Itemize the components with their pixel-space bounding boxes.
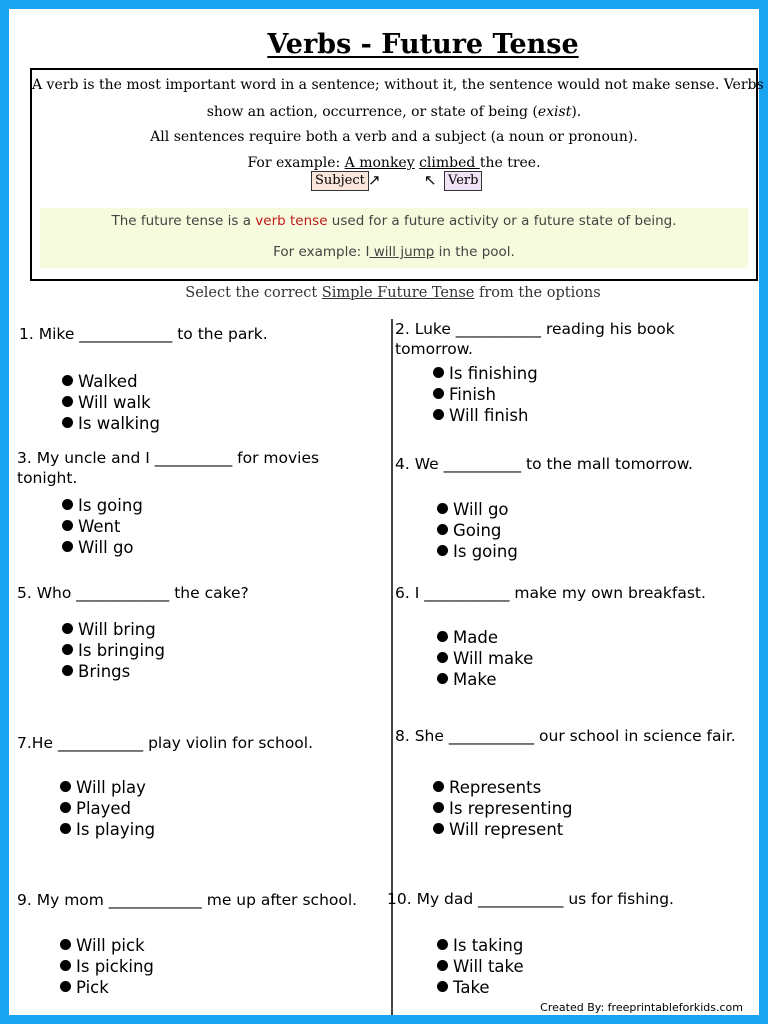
- option-item[interactable]: [62, 495, 143, 516]
- option-label: Is finishing: [449, 364, 538, 383]
- option-item[interactable]: [433, 819, 573, 840]
- future-example-prefix: For example: I: [273, 244, 370, 260]
- bullet-icon: [60, 981, 71, 992]
- option-label: Will bring: [78, 620, 156, 639]
- example-verb: climbed: [419, 155, 480, 171]
- example-prefix: For example:: [247, 155, 345, 171]
- bullet-icon: [433, 388, 444, 399]
- bullet-icon: [437, 960, 448, 971]
- option-label: Went: [78, 517, 121, 536]
- bullet-icon: [62, 665, 73, 676]
- example-suffix: the tree.: [479, 155, 541, 171]
- option-label: Will pick: [76, 936, 145, 955]
- arrow-up-left-icon: ↖: [424, 171, 437, 189]
- bullet-icon: [437, 524, 448, 535]
- question-10: 10. My dad ___________ us for fishing.: [387, 890, 674, 908]
- bullet-icon: [62, 417, 73, 428]
- bullet-icon: [62, 520, 73, 531]
- question-1: 1. Mike ____________ to the park.: [19, 325, 268, 343]
- options-7: [60, 777, 155, 840]
- bullet-icon: [433, 409, 444, 420]
- option-label: Is going: [453, 542, 518, 561]
- option-label: Will finish: [449, 406, 529, 425]
- option-item[interactable]: [437, 977, 524, 998]
- options-2: [433, 363, 538, 426]
- intro-example: [32, 155, 756, 171]
- option-label: Will go: [453, 500, 509, 519]
- bullet-icon: [60, 939, 71, 950]
- bullet-icon: [437, 652, 448, 663]
- question-2: 2. Luke ___________ reading his book tomorrow.: [395, 320, 675, 358]
- intro-line-2: [32, 104, 756, 120]
- option-item[interactable]: [62, 392, 160, 413]
- future-example-suffix: in the pool.: [434, 244, 515, 260]
- bullet-icon: [62, 396, 73, 407]
- bullet-icon: [60, 802, 71, 813]
- option-item[interactable]: [433, 363, 538, 384]
- future-pre: The future tense is a: [111, 213, 256, 229]
- question-9: 9. My mom ____________ me up after school.: [17, 891, 358, 909]
- bullet-icon: [60, 823, 71, 834]
- option-label: Is going: [78, 496, 143, 515]
- question-6: 6. I ___________ make my own breakfast.: [395, 584, 706, 602]
- option-item[interactable]: [433, 798, 573, 819]
- option-label: Made: [453, 628, 498, 647]
- option-item[interactable]: [433, 405, 538, 426]
- question-5: 5. Who ____________ the cake?: [17, 584, 249, 602]
- option-item[interactable]: [62, 661, 165, 682]
- option-item[interactable]: [437, 541, 518, 562]
- option-label: Will represent: [449, 820, 564, 839]
- options-9: [60, 935, 154, 998]
- option-label: Is taking: [453, 936, 524, 955]
- bullet-icon: [433, 367, 444, 378]
- options-1: [62, 371, 160, 434]
- subject-tag: Subject: [311, 171, 369, 191]
- verb-tag: Verb: [444, 171, 482, 191]
- option-item[interactable]: [437, 499, 518, 520]
- option-label: Will go: [78, 538, 134, 557]
- bullet-icon: [62, 623, 73, 634]
- credit-footer: Created By: freeprintableforkids.com: [540, 1001, 743, 1014]
- future-definition: [40, 213, 748, 229]
- option-item[interactable]: [60, 819, 155, 840]
- intro-line-3: All sentences require both a verb and a subject (a noun or pronoun).: [150, 129, 638, 145]
- intro-line-2-post: ).: [571, 104, 582, 120]
- option-item[interactable]: [437, 669, 533, 690]
- instruction-pre: Select the correct: [185, 285, 322, 301]
- question-3: 3. My uncle and I __________ for movies tonight.: [17, 449, 320, 487]
- bullet-icon: [60, 960, 71, 971]
- option-label: Brings: [78, 662, 131, 681]
- bullet-icon: [437, 673, 448, 684]
- option-item[interactable]: [437, 520, 518, 541]
- future-example: [40, 244, 748, 260]
- option-item[interactable]: [437, 627, 533, 648]
- options-5: [62, 619, 165, 682]
- bullet-icon: [62, 644, 73, 655]
- question-7: 7.He ___________ play violin for school.: [17, 734, 314, 752]
- future-tense-box: [40, 208, 748, 268]
- bullet-icon: [437, 545, 448, 556]
- option-item[interactable]: [437, 648, 533, 669]
- bullet-icon: [437, 631, 448, 642]
- bullet-icon: [433, 802, 444, 813]
- bullet-icon: [62, 541, 73, 552]
- future-example-verb: will jump: [369, 244, 435, 260]
- option-item[interactable]: [437, 956, 524, 977]
- option-item[interactable]: [60, 777, 155, 798]
- option-label: Walked: [78, 372, 138, 391]
- option-label: Is walking: [78, 414, 160, 433]
- option-item[interactable]: [62, 640, 165, 661]
- option-item[interactable]: [60, 798, 155, 819]
- option-label: Represents: [449, 778, 542, 797]
- instruction: [9, 285, 768, 301]
- option-item[interactable]: [62, 516, 143, 537]
- intro-line-2-pre: show an action, occurrence, or state of being (: [206, 104, 538, 120]
- instruction-post: from the options: [474, 285, 601, 301]
- intro-box: [30, 68, 764, 281]
- option-label: Will play: [76, 778, 146, 797]
- intro-line-2-em: exist: [537, 104, 572, 120]
- option-item[interactable]: [62, 413, 160, 434]
- option-label: Will take: [453, 957, 524, 976]
- question-4: 4. We __________ to the mall tomorrow.: [395, 455, 693, 473]
- bullet-icon: [437, 981, 448, 992]
- intro-line-1: A verb is the most important word in a sentence; without it, the sentence would not make sense. Verbs: [32, 77, 764, 93]
- option-label: Going: [453, 521, 502, 540]
- option-label: Is bringing: [78, 641, 165, 660]
- bullet-icon: [62, 499, 73, 510]
- arrow-up-right-icon: ↗: [368, 171, 381, 189]
- option-item[interactable]: [437, 935, 524, 956]
- option-item[interactable]: [433, 384, 538, 405]
- option-item[interactable]: [62, 537, 143, 558]
- option-label: Finish: [449, 385, 496, 404]
- options-6: [437, 627, 533, 690]
- option-label: Make: [453, 670, 497, 689]
- option-item[interactable]: [60, 956, 154, 977]
- bullet-icon: [60, 781, 71, 792]
- option-item[interactable]: [60, 977, 154, 998]
- options-4: [437, 499, 518, 562]
- verb-tense-highlight: verb tense: [255, 213, 332, 229]
- column-divider: [391, 319, 393, 1015]
- bullet-icon: [433, 823, 444, 834]
- option-label: Is representing: [449, 799, 573, 818]
- question-8: 8. She ___________ our school in science fair.: [395, 727, 736, 745]
- option-label: Will make: [453, 649, 534, 668]
- future-post: used for a future activity or a future state of being.: [331, 213, 677, 229]
- bullet-icon: [437, 939, 448, 950]
- bullet-icon: [433, 781, 444, 792]
- option-label: Is playing: [76, 820, 156, 839]
- options-3: [62, 495, 143, 558]
- page-title: Verbs - Future Tense: [267, 29, 579, 60]
- bullet-icon: [437, 503, 448, 514]
- option-label: Pick: [76, 978, 109, 997]
- option-item[interactable]: [433, 777, 573, 798]
- option-label: Is picking: [76, 957, 154, 976]
- option-item[interactable]: [62, 619, 165, 640]
- option-label: Played: [76, 799, 132, 818]
- instruction-underlined: Simple Future Tense: [321, 285, 475, 301]
- option-label: Take: [453, 978, 490, 997]
- option-label: Will walk: [78, 393, 151, 412]
- option-item[interactable]: [62, 371, 160, 392]
- option-item[interactable]: [60, 935, 154, 956]
- options-10: [437, 935, 524, 998]
- example-subject: A monkey: [344, 155, 415, 171]
- options-8: [433, 777, 573, 840]
- bullet-icon: [62, 375, 73, 386]
